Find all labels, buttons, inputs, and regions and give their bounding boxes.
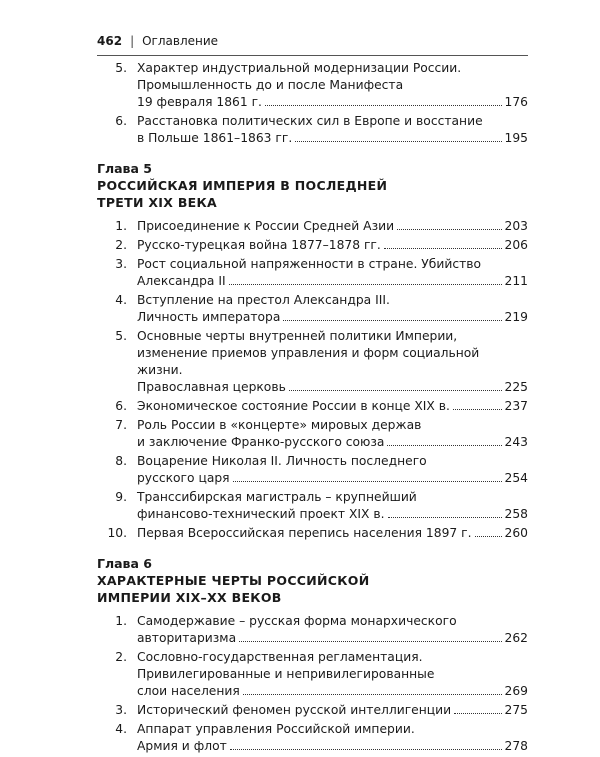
entry-page-number: 211 — [504, 274, 528, 288]
entry-number: 2. — [115, 650, 127, 664]
entry-body — [137, 398, 528, 415]
dot-leader — [453, 409, 502, 410]
entry-line: Аппарат управления Российской империи. — [137, 722, 415, 736]
entry-last-line — [137, 738, 528, 755]
header-separator: | — [130, 34, 135, 48]
toc-entry — [97, 237, 528, 254]
entry-line: Характер индустриальной модернизации России. — [137, 61, 462, 75]
entry-last-line — [137, 237, 528, 254]
entry-body — [137, 60, 528, 111]
entry-number: 5. — [115, 61, 127, 75]
dot-leader — [289, 390, 502, 391]
entry-number: 10. — [107, 526, 127, 540]
toc-entry — [97, 113, 528, 147]
section-title: Оглавление — [142, 34, 219, 48]
chapter-title-line: РОССИЙСКАЯ ИМПЕРИЯ В ПОСЛЕДНЕЙ — [97, 178, 388, 193]
dot-leader — [454, 713, 501, 714]
entry-number: 7. — [115, 418, 127, 432]
dot-leader — [388, 517, 502, 518]
dot-leader — [283, 320, 501, 321]
entry-line: Православная церковь — [137, 380, 286, 394]
entry-body — [137, 256, 528, 290]
entry-line: Рост социальной напряженности в стране. Убийство — [137, 257, 482, 271]
entry-line: Самодержавие – русская форма монархического — [137, 614, 457, 628]
entry-page-number: 278 — [504, 739, 528, 753]
toc-entry — [97, 292, 528, 326]
entry-page-number: 260 — [504, 526, 528, 540]
entry-body — [137, 702, 528, 719]
dot-leader — [229, 284, 502, 285]
toc-entry — [97, 328, 528, 396]
entry-page-number: 254 — [504, 471, 528, 485]
entry-number: 1. — [115, 614, 127, 628]
toc-entry — [97, 613, 528, 647]
dot-leader — [265, 105, 502, 106]
toc-entry — [97, 489, 528, 523]
entry-line: Воцарение Николая II. Личность последнего — [137, 454, 427, 468]
entry-line: Расстановка политических сил в Европе и восстание — [137, 114, 483, 128]
entry-line: русского царя — [137, 471, 230, 485]
entry-page-number: 176 — [504, 95, 528, 109]
entry-page-number: 195 — [504, 131, 528, 145]
entry-body — [137, 417, 528, 451]
chapter-label: Глава 5 — [97, 161, 152, 176]
entry-last-line — [137, 525, 528, 542]
entry-line: изменение приемов управления и форм социальной жизни. — [137, 346, 480, 377]
entry-line: Сословно-государственная регламентация. — [137, 650, 423, 664]
entry-line: Промышленность до и после Манифеста — [137, 78, 404, 92]
entry-last-line — [137, 683, 528, 700]
entry-body — [137, 292, 528, 326]
entry-last-line — [137, 398, 528, 415]
entry-number: 1. — [115, 219, 127, 233]
entry-number: 6. — [115, 399, 127, 413]
entry-last-line — [137, 470, 528, 487]
entry-last-line — [137, 379, 528, 396]
page-number: 462 — [97, 34, 123, 48]
entry-body — [137, 113, 528, 147]
entry-line: в Польше 1861–1863 гг. — [137, 131, 293, 145]
toc-entry — [97, 649, 528, 700]
table-of-contents — [97, 60, 528, 757]
entry-line: 19 февраля 1861 г. — [137, 95, 262, 109]
toc-entry — [97, 702, 528, 719]
entry-last-line — [137, 434, 528, 451]
entry-page-number: 262 — [504, 631, 528, 645]
chapter-title-line: ТРЕТИ XIX ВЕКА — [97, 195, 218, 210]
entry-last-line — [137, 130, 528, 147]
entry-line: Основные черты внутренней политики Империи, — [137, 329, 458, 343]
entry-last-line — [137, 630, 528, 647]
toc-entry — [97, 256, 528, 290]
toc-entry — [97, 218, 528, 235]
entry-line: Вступление на престол Александра III. — [137, 293, 390, 307]
entry-line: Присоединение к России Средней Азии — [137, 219, 395, 233]
entry-page-number: 206 — [504, 238, 528, 252]
entry-last-line — [137, 94, 528, 111]
entry-page-number: 269 — [504, 684, 528, 698]
entry-line: Личность императора — [137, 310, 281, 324]
entry-number: 9. — [115, 490, 127, 504]
entry-line: Армия и флот — [137, 739, 227, 753]
entry-body — [137, 237, 528, 254]
entry-body — [137, 649, 528, 700]
entry-body — [137, 328, 528, 396]
running-header — [97, 34, 218, 48]
entry-number: 3. — [115, 703, 127, 717]
entry-last-line — [137, 273, 528, 290]
entry-line: Исторический феномен русской интеллигенции — [137, 703, 452, 717]
entry-body — [137, 489, 528, 523]
entry-line: Русско-турецкая война 1877–1878 гг. — [137, 238, 381, 252]
chapter-title-line: ИМПЕРИИ XIX–XX ВЕКОВ — [97, 590, 282, 605]
entry-line: авторитаризма — [137, 631, 237, 645]
entry-number: 4. — [115, 722, 127, 736]
entry-line: Александра II — [137, 274, 226, 288]
entry-number: 4. — [115, 293, 127, 307]
entry-number: 6. — [115, 114, 127, 128]
entry-number: 2. — [115, 238, 127, 252]
chapter-title — [97, 572, 528, 606]
entry-page-number: 243 — [504, 435, 528, 449]
entry-body — [137, 525, 528, 542]
entry-last-line — [137, 218, 528, 235]
header-rule — [97, 55, 528, 56]
toc-entry — [97, 398, 528, 415]
entry-last-line — [137, 506, 528, 523]
entry-page-number: 237 — [504, 399, 528, 413]
entry-body — [137, 613, 528, 647]
chapter-title-line: ХАРАКТЕРНЫЕ ЧЕРТЫ РОССИЙСКОЙ — [97, 573, 370, 588]
toc-entry — [97, 417, 528, 451]
entry-page-number: 225 — [504, 380, 528, 394]
chapter-title — [97, 177, 528, 211]
toc-entry — [97, 453, 528, 487]
dot-leader — [243, 694, 502, 695]
chapter-heading — [97, 556, 528, 606]
entry-line: Первая Всероссийская перепись населения 1897 г. — [137, 526, 472, 540]
entry-line: Транссибирская магистраль – крупнейший — [137, 490, 417, 504]
entry-line: Привилегированные и непривилегированные — [137, 667, 435, 681]
entry-page-number: 258 — [504, 507, 528, 521]
entry-number: 8. — [115, 454, 127, 468]
toc-entry — [97, 525, 528, 542]
dot-leader — [295, 141, 501, 142]
dot-leader — [397, 229, 501, 230]
entry-line: Роль России в «концерте» мировых держав — [137, 418, 422, 432]
entry-line: финансово-технический проект XIX в. — [137, 507, 385, 521]
chapter-label: Глава 6 — [97, 556, 152, 571]
entry-body — [137, 453, 528, 487]
entry-page-number: 275 — [504, 703, 528, 717]
entry-last-line — [137, 702, 528, 719]
entry-number: 3. — [115, 257, 127, 271]
dot-leader — [239, 641, 501, 642]
entry-line: слои населения — [137, 684, 240, 698]
toc-entry — [97, 60, 528, 111]
entry-number: 5. — [115, 329, 127, 343]
entry-last-line — [137, 309, 528, 326]
chapter-heading — [97, 161, 528, 211]
dot-leader — [384, 248, 502, 249]
entry-page-number: 219 — [504, 310, 528, 324]
dot-leader — [387, 445, 501, 446]
entry-page-number: 203 — [504, 219, 528, 233]
entry-line: Экономическое состояние России в конце XIX в. — [137, 399, 450, 413]
entry-body — [137, 218, 528, 235]
entry-line: и заключение Франко-русского союза — [137, 435, 385, 449]
dot-leader — [233, 481, 502, 482]
dot-leader — [475, 536, 502, 537]
